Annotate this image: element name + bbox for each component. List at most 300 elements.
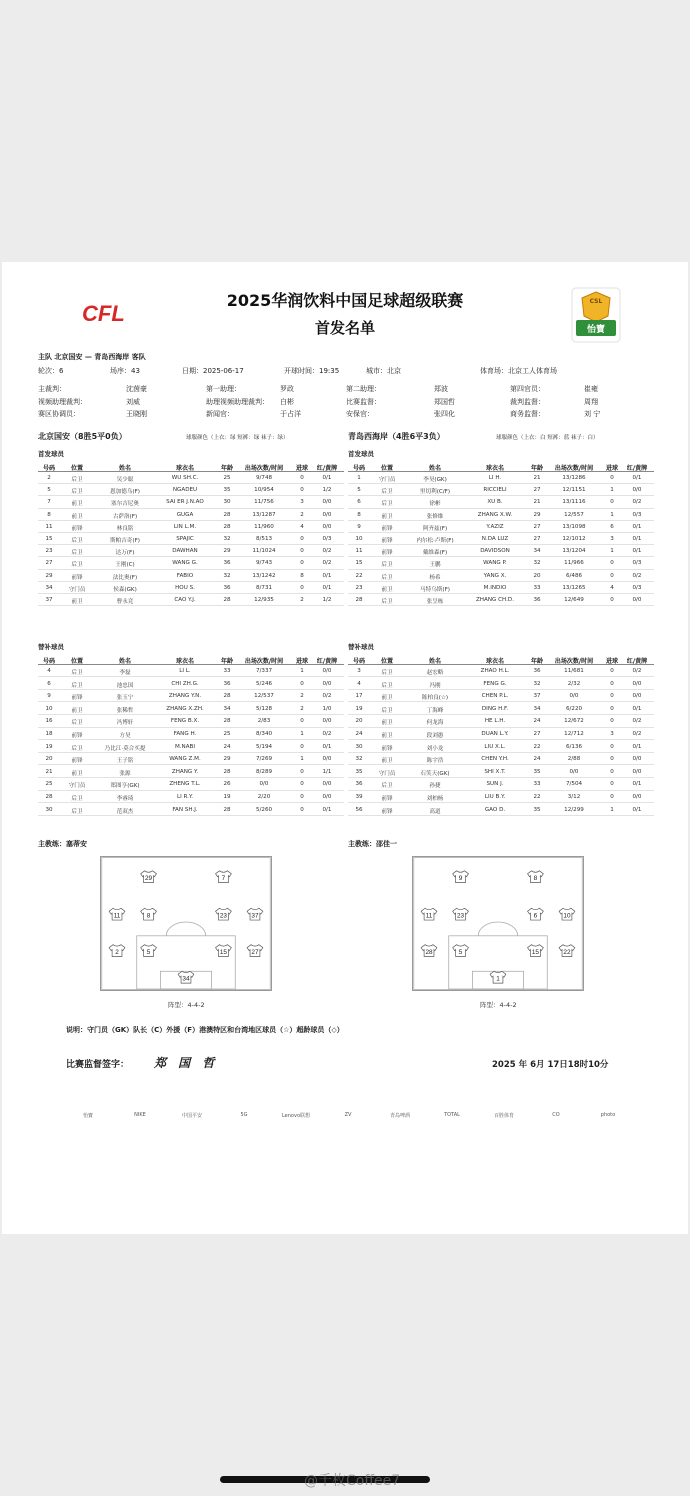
table-cell: 12/672 bbox=[564, 718, 584, 725]
table-cell: 2 bbox=[300, 597, 304, 603]
table-cell: 0 bbox=[610, 768, 614, 775]
table-cell: 0/3 bbox=[632, 584, 642, 591]
table-cell: 前卫 bbox=[381, 758, 393, 765]
table-cell: 前卫 bbox=[71, 599, 83, 605]
table-cell: 郑图亨(GK) bbox=[110, 783, 140, 790]
column-header: 姓名 bbox=[118, 465, 131, 472]
table-cell: LIU X.L. bbox=[484, 743, 506, 750]
table-cell: 范双杰 bbox=[116, 808, 134, 815]
table-row bbox=[348, 473, 654, 484]
table-cell: 张稀哲 bbox=[116, 707, 134, 714]
shirt-number: 15 bbox=[219, 949, 227, 957]
table-cell: 11 bbox=[355, 548, 363, 555]
column-header: 进球 bbox=[605, 658, 618, 665]
table-cell: 0 bbox=[610, 781, 614, 788]
table-cell: ZHANG Y. bbox=[171, 768, 199, 775]
official-label: 商务监督： bbox=[510, 410, 545, 418]
csl-logo-text: 怡寶 bbox=[586, 325, 605, 335]
table-cell: 28 bbox=[223, 523, 231, 530]
table-cell: 法比奥(F) bbox=[112, 574, 138, 581]
table-cell: FENG G. bbox=[483, 680, 507, 687]
shirt-number: 6 bbox=[533, 912, 538, 920]
sponsor-logo: ZV bbox=[344, 1112, 352, 1118]
official-value: 郑波 bbox=[434, 385, 448, 393]
table-cell: 15 bbox=[45, 536, 53, 542]
table-cell: 0/0 bbox=[632, 487, 642, 494]
official-label: 比赛监督： bbox=[346, 397, 381, 406]
table-cell: 32 bbox=[355, 756, 363, 763]
table-cell: 守门员 bbox=[378, 770, 396, 777]
table-cell: 17 bbox=[355, 693, 363, 700]
table-cell: 后卫 bbox=[381, 783, 393, 790]
table-cell: 0 bbox=[610, 756, 614, 763]
table-cell: 0/2 bbox=[632, 731, 642, 737]
csl-badge-text: CSL bbox=[589, 298, 603, 305]
table-cell: 0/0 bbox=[322, 781, 332, 788]
table-cell: 6 bbox=[610, 523, 614, 530]
column-header: 进球 bbox=[605, 465, 618, 472]
table-cell: 后卫 bbox=[71, 489, 83, 496]
table-cell: 0 bbox=[610, 597, 614, 603]
table-cell: LI L. bbox=[179, 668, 191, 674]
column-header: 姓名 bbox=[428, 658, 441, 665]
table-cell: 33 bbox=[223, 668, 231, 674]
table-cell: 后卫 bbox=[381, 670, 393, 676]
table-cell: 0 bbox=[300, 718, 304, 725]
table-cell: 13/1265 bbox=[562, 584, 586, 591]
official-label: 第四官员： bbox=[510, 385, 545, 393]
shirt-number: 23 bbox=[457, 912, 465, 920]
table-cell: 8/289 bbox=[255, 768, 273, 775]
table-row bbox=[348, 534, 654, 545]
table-cell: ZHANG X.W. bbox=[477, 511, 513, 518]
column-header: 球衣名 bbox=[175, 465, 194, 472]
table-cell: 林良铭 bbox=[116, 525, 134, 532]
official-value: 于占洋 bbox=[280, 410, 301, 418]
shirt-number: 11 bbox=[425, 912, 433, 920]
table-cell: 11/966 bbox=[564, 560, 584, 567]
table-cell: CHI ZH.G. bbox=[171, 680, 199, 687]
table-cell: 0/2 bbox=[632, 572, 642, 579]
official-label: 新闻官： bbox=[206, 410, 234, 418]
table-cell: 0 bbox=[300, 680, 304, 687]
table-cell: 4 bbox=[47, 668, 51, 674]
table-cell: M.INDIO bbox=[483, 584, 507, 591]
table-cell: 34 bbox=[223, 705, 231, 712]
table-cell: 前锋 bbox=[381, 538, 393, 544]
column-header: 红/黄牌 bbox=[626, 658, 648, 665]
table-cell: 19 bbox=[223, 794, 231, 800]
table-cell: 0/0 bbox=[632, 794, 642, 800]
sponsor-logo: photo bbox=[600, 1112, 616, 1118]
table-cell: 前卫 bbox=[71, 501, 83, 508]
table-cell: 方昊 bbox=[119, 733, 131, 739]
table-cell: 24 bbox=[223, 743, 231, 750]
table-cell: 7/269 bbox=[255, 756, 273, 763]
table-cell: 3/12 bbox=[567, 794, 581, 800]
table-row bbox=[38, 583, 344, 594]
column-header: 号码 bbox=[42, 465, 55, 472]
official-label: 赛区协调员： bbox=[38, 410, 80, 418]
table-cell: 后卫 bbox=[381, 682, 393, 689]
table-cell: 0/0 bbox=[632, 680, 642, 687]
table-cell: 6/136 bbox=[565, 743, 583, 750]
table-cell: 0/1 bbox=[322, 475, 332, 481]
table-cell: 达万(F) bbox=[115, 550, 135, 557]
away-subs-header-row bbox=[348, 654, 654, 665]
table-cell: CAO Y.J. bbox=[174, 597, 196, 603]
table-cell: 35 bbox=[533, 806, 541, 813]
table-cell: 乃比江·莫合买提 bbox=[104, 745, 146, 752]
table-cell: 0 bbox=[610, 475, 614, 481]
column-header: 红/黄牌 bbox=[626, 465, 648, 472]
table-cell: 曹永竞 bbox=[116, 599, 134, 605]
table-cell: 0 bbox=[300, 781, 304, 788]
table-cell: 21 bbox=[533, 475, 541, 481]
table-cell: DAVIDSON bbox=[480, 548, 510, 555]
table-cell: FANG H. bbox=[173, 731, 197, 737]
table-cell: 12/557 bbox=[564, 511, 584, 518]
csl-logo bbox=[570, 286, 622, 344]
table-cell: 20 bbox=[355, 718, 363, 725]
table-row bbox=[348, 510, 654, 521]
table-cell: 36 bbox=[533, 597, 541, 603]
table-cell: FAN SH.J. bbox=[172, 806, 198, 813]
watermark-text: @千枚Coffee7 bbox=[304, 1473, 401, 1489]
table-cell: 5/246 bbox=[255, 680, 273, 687]
column-header: 号码 bbox=[352, 658, 365, 665]
table-cell: 后卫 bbox=[381, 489, 393, 496]
table-cell: 前卫 bbox=[381, 720, 393, 727]
table-cell: 石笑天(GK) bbox=[420, 770, 450, 777]
table-cell: 24 bbox=[533, 718, 541, 725]
table-cell: 29 bbox=[45, 572, 53, 579]
table-cell: 12/1012 bbox=[562, 536, 586, 542]
table-cell: DAWHAN bbox=[172, 548, 198, 555]
table-cell: 28 bbox=[223, 511, 231, 518]
table-cell: 0/1 bbox=[322, 584, 332, 591]
signature-datetime: 2025 年 6月 17日18时10分 bbox=[492, 1060, 609, 1070]
table-cell: 李睿琦 bbox=[116, 796, 134, 802]
table-row bbox=[38, 510, 344, 521]
table-cell: 0/0 bbox=[322, 718, 332, 725]
table-cell: 0 bbox=[300, 475, 304, 481]
table-cell: 12/299 bbox=[564, 806, 584, 813]
table-cell: 后卫 bbox=[71, 745, 83, 752]
table-cell: 0/1 bbox=[632, 475, 642, 481]
table-cell: 13/1204 bbox=[562, 548, 586, 555]
shirt-number: 27 bbox=[251, 949, 259, 957]
table-cell: 李昊(GK) bbox=[423, 477, 447, 483]
column-header: 出场次数/时间 bbox=[554, 658, 594, 665]
table-cell: 后卫 bbox=[71, 538, 83, 544]
table-cell: 2 bbox=[300, 693, 304, 700]
table-cell: 19 bbox=[45, 743, 53, 750]
table-row bbox=[38, 754, 344, 765]
table-cell: 30 bbox=[223, 499, 231, 506]
table-row bbox=[348, 754, 654, 765]
table-cell: 后卫 bbox=[381, 707, 393, 714]
table-cell: SUN J. bbox=[486, 781, 504, 788]
table-cell: 21 bbox=[533, 499, 541, 506]
table-cell: 11/1024 bbox=[252, 548, 276, 555]
stadium: 体育场：北京工人体育场 bbox=[480, 367, 557, 375]
table-cell: 张玉宁 bbox=[116, 695, 134, 702]
official-value: 崔雍 bbox=[584, 385, 598, 393]
table-cell: NGADEU bbox=[172, 487, 198, 494]
table-row bbox=[38, 534, 344, 545]
away-formation: 阵型：4-4-2 bbox=[480, 1001, 517, 1009]
table-cell: 33 bbox=[533, 584, 541, 591]
table-cell: LIN L.M. bbox=[173, 523, 197, 530]
official-label: 第二助理： bbox=[346, 385, 381, 393]
table-cell: 0/0 bbox=[322, 523, 332, 530]
table-cell: 13/1116 bbox=[562, 499, 586, 506]
table-cell: 13/1287 bbox=[252, 511, 276, 518]
match-no: 场序：43 bbox=[110, 367, 140, 375]
table-cell: 王刚(C) bbox=[115, 562, 135, 569]
table-cell: ZHENG T.L. bbox=[169, 781, 201, 788]
table-cell: 0/1 bbox=[632, 705, 642, 712]
home-formation: 阵型：4-4-2 bbox=[168, 1001, 205, 1009]
table-cell: 0/0 bbox=[632, 693, 642, 700]
table-cell: 35 bbox=[223, 487, 231, 494]
table-cell: 陈宇浩 bbox=[426, 758, 444, 765]
table-row bbox=[348, 595, 654, 606]
away-starters-header-row bbox=[348, 461, 654, 472]
table-row bbox=[38, 805, 344, 816]
table-cell: 0 bbox=[610, 572, 614, 579]
table-cell: 里切利(C/F) bbox=[419, 489, 451, 496]
table-cell: 内尔松·卢斯(F) bbox=[416, 538, 454, 544]
table-cell: RICCIELI bbox=[483, 487, 507, 494]
table-cell: 5/194 bbox=[255, 743, 273, 750]
table-cell: 30 bbox=[355, 743, 363, 750]
official-value: 郑国哲 bbox=[434, 397, 455, 406]
official-value: 刘 宁 bbox=[584, 410, 601, 418]
column-header: 红/黄牌 bbox=[316, 658, 338, 665]
shirt-number: 23 bbox=[219, 912, 227, 920]
table-cell: 0/1 bbox=[322, 806, 332, 813]
table-cell: SAI ER J.N.AO bbox=[166, 499, 204, 506]
signature-label: 比赛监督签字： bbox=[66, 1060, 130, 1070]
table-cell: LI R.Y. bbox=[176, 794, 194, 800]
table-row bbox=[348, 666, 654, 677]
table-cell: 12/1151 bbox=[562, 487, 586, 494]
shirt-number: 11 bbox=[113, 912, 121, 920]
sponsor-logo: 中国平安 bbox=[181, 1113, 202, 1119]
table-cell: SPAJIC bbox=[176, 536, 194, 542]
table-cell: 前锋 bbox=[381, 745, 393, 752]
table-cell: 0 bbox=[610, 705, 614, 712]
away-subs-label: 替补球员 bbox=[348, 643, 374, 651]
table-cell: 21 bbox=[45, 768, 53, 775]
table-cell: 后卫 bbox=[71, 562, 83, 569]
table-cell: 前锋 bbox=[71, 574, 83, 581]
table-row bbox=[38, 792, 344, 803]
table-cell: 12/935 bbox=[254, 597, 274, 603]
table-cell: 5/260 bbox=[255, 806, 273, 813]
table-cell: 0 bbox=[300, 560, 304, 567]
table-cell: 8/513 bbox=[255, 536, 273, 542]
table-cell: 11/681 bbox=[564, 668, 584, 674]
table-cell: M.NABI bbox=[174, 743, 196, 750]
column-header: 球衣名 bbox=[485, 658, 504, 665]
away-formation-pitch bbox=[412, 856, 584, 991]
table-cell: 12/537 bbox=[254, 693, 274, 700]
table-cell: 王子铭 bbox=[116, 758, 134, 765]
table-row bbox=[38, 485, 344, 496]
table-cell: 后卫 bbox=[381, 599, 393, 605]
table-cell: GAO D. bbox=[484, 806, 506, 813]
table-cell: 阿齐兹(F) bbox=[422, 525, 448, 532]
official-value: 张四化 bbox=[434, 410, 455, 418]
table-cell: 34 bbox=[533, 548, 541, 555]
shirt-number: 9 bbox=[458, 875, 463, 883]
table-cell: 27 bbox=[45, 560, 53, 567]
home-team-head: 北京国安（8胜5平0负） bbox=[38, 432, 127, 441]
table-cell: 前卫 bbox=[71, 770, 83, 777]
table-cell: 0/1 bbox=[632, 781, 642, 788]
table-cell: 5 bbox=[357, 487, 361, 494]
column-header: 年龄 bbox=[530, 658, 543, 665]
table-row bbox=[38, 522, 344, 533]
table-cell: 12/649 bbox=[564, 597, 584, 603]
table-cell: 后卫 bbox=[381, 574, 393, 581]
table-cell: 后卫 bbox=[71, 796, 83, 802]
table-cell: WU SH.C. bbox=[171, 475, 199, 481]
table-cell: 0/0 bbox=[322, 499, 332, 506]
table-cell: 后卫 bbox=[71, 670, 83, 676]
table-row bbox=[348, 571, 654, 582]
table-cell: 0 bbox=[610, 560, 614, 567]
table-cell: 守门员 bbox=[68, 586, 86, 593]
page-title: 2025华润饮料中国足球超级联赛 bbox=[226, 291, 464, 310]
table-cell: 0/1 bbox=[632, 548, 642, 555]
table-cell: 冯刚 bbox=[429, 682, 441, 689]
table-cell: 古萨洛(F) bbox=[112, 513, 138, 520]
column-header: 姓名 bbox=[428, 465, 441, 472]
table-cell: 0/0 bbox=[569, 693, 579, 700]
table-cell: 0/0 bbox=[569, 768, 579, 775]
table-cell: 0/1 bbox=[322, 572, 332, 579]
table-cell: 11/756 bbox=[254, 499, 274, 506]
table-cell: 23 bbox=[355, 584, 363, 591]
table-cell: YANG X. bbox=[483, 572, 507, 579]
table-row bbox=[38, 558, 344, 569]
table-cell: 后卫 bbox=[71, 550, 83, 557]
table-cell: 前卫 bbox=[381, 695, 393, 702]
table-row bbox=[348, 485, 654, 496]
table-cell: 6/486 bbox=[565, 572, 583, 579]
table-cell: 守门员 bbox=[378, 477, 396, 483]
table-cell: ZHANG Y.N. bbox=[168, 693, 202, 700]
table-cell: 34 bbox=[45, 584, 53, 591]
table-cell: HE L.H. bbox=[484, 718, 506, 725]
page-subtitle: 首发名单 bbox=[314, 319, 375, 337]
table-cell: 22 bbox=[533, 794, 541, 800]
table-cell: 0/1 bbox=[322, 743, 332, 750]
table-cell: 13/1286 bbox=[562, 475, 586, 481]
column-header: 进球 bbox=[295, 465, 308, 472]
table-cell: 塞尔吉尼奥 bbox=[111, 501, 139, 508]
table-cell: 28 bbox=[223, 718, 231, 725]
table-cell: 0/1 bbox=[632, 536, 642, 542]
supervisor-signature: 郑 国 哲 bbox=[154, 1056, 219, 1070]
table-cell: 5/128 bbox=[255, 705, 273, 712]
table-row bbox=[38, 571, 344, 582]
table-cell: 27 bbox=[533, 487, 541, 494]
pitch-outline bbox=[102, 857, 270, 989]
table-cell: FENG B.X. bbox=[170, 718, 200, 725]
table-cell: 0/0 bbox=[322, 794, 332, 800]
table-cell: 前卫 bbox=[381, 513, 393, 520]
table-cell: 36 bbox=[533, 668, 541, 674]
table-cell: CHEN Y.H. bbox=[481, 756, 509, 763]
table-cell: WANG G. bbox=[172, 560, 198, 567]
table-cell: 1/2 bbox=[322, 597, 332, 603]
table-cell: 4 bbox=[610, 584, 614, 591]
pitch-outline bbox=[414, 857, 582, 989]
match-date: 日期：2025-06-17 bbox=[182, 367, 244, 375]
table-cell: 0 bbox=[300, 487, 304, 494]
official-value: 王晓刚 bbox=[126, 410, 147, 418]
table-cell: 后卫 bbox=[71, 682, 83, 689]
table-row bbox=[348, 546, 654, 557]
table-row bbox=[348, 704, 654, 715]
table-cell: 13/1242 bbox=[252, 572, 276, 579]
table-cell: 3 bbox=[610, 731, 614, 737]
table-cell: 18 bbox=[45, 731, 53, 737]
column-header: 年龄 bbox=[530, 465, 543, 472]
table-cell: 35 bbox=[533, 768, 541, 775]
table-cell: 戴维森(F) bbox=[422, 550, 448, 557]
table-cell: 36 bbox=[223, 560, 231, 567]
table-cell: WANG Z.M. bbox=[169, 756, 201, 763]
column-header: 位置 bbox=[70, 658, 83, 665]
column-header: 位置 bbox=[380, 658, 393, 665]
table-cell: 刘柏杨 bbox=[426, 796, 444, 802]
table-cell: FABIO bbox=[176, 572, 194, 579]
table-cell: 1/1 bbox=[322, 768, 332, 775]
table-cell: 0 bbox=[300, 768, 304, 775]
table-cell: 5 bbox=[47, 487, 51, 494]
table-row bbox=[38, 742, 344, 753]
table-cell: 3 bbox=[610, 536, 614, 542]
table-cell: 33 bbox=[533, 781, 541, 788]
table-cell: 2 bbox=[47, 475, 51, 481]
table-row bbox=[348, 742, 654, 753]
table-cell: 0/0 bbox=[632, 756, 642, 763]
table-cell: 23 bbox=[45, 548, 53, 555]
home-formation-pitch bbox=[100, 856, 272, 991]
table-cell: 0 bbox=[300, 584, 304, 591]
table-cell: 前锋 bbox=[71, 525, 83, 532]
table-cell: 前卫 bbox=[71, 513, 83, 520]
table-cell: 2 bbox=[300, 511, 304, 518]
table-cell: 前锋 bbox=[381, 796, 393, 802]
sponsor-logo: 青岛啤酒 bbox=[389, 1113, 410, 1119]
table-cell: 25 bbox=[223, 731, 231, 737]
table-cell: 0 bbox=[610, 499, 614, 506]
table-row bbox=[38, 497, 344, 508]
shirt-number: 7 bbox=[221, 875, 226, 883]
official-value: 罗政 bbox=[280, 385, 294, 393]
table-cell: 10 bbox=[355, 536, 363, 542]
table-cell: 前锋 bbox=[381, 525, 393, 532]
table-row bbox=[38, 767, 344, 778]
table-cell: 29 bbox=[533, 511, 541, 518]
